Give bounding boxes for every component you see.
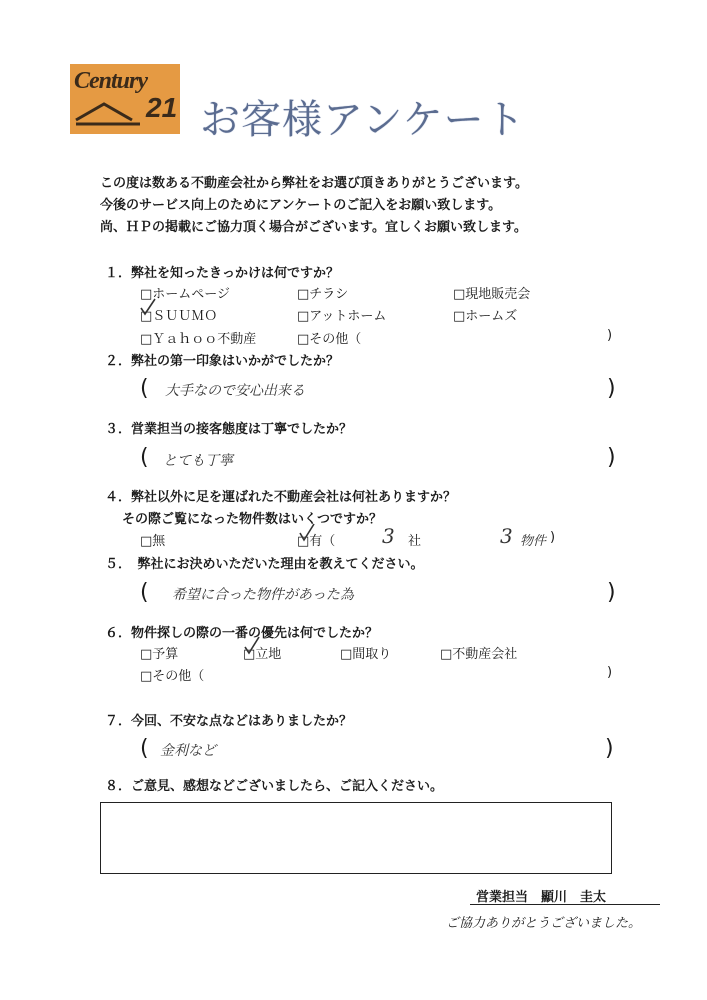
q6-option-other[interactable]: □その他（ <box>140 669 205 684</box>
q2-handwritten-answer: 大手なので安心出来る <box>165 383 305 399</box>
q1-option-other[interactable]: □その他（ <box>297 332 362 347</box>
question-3-label: ３．営業担当の接客態度は丁寧でしたか？ <box>105 422 353 437</box>
q4-option-none[interactable]: □無 <box>140 534 166 549</box>
q6-option-budget[interactable]: □予算 <box>140 647 179 662</box>
check-mark-icon <box>243 634 261 656</box>
q5-open-paren: ( <box>140 580 149 605</box>
q2-close-paren: ) <box>607 376 616 401</box>
q6-option-floorplan[interactable]: □間取り <box>340 647 392 662</box>
logo-roof-icon <box>74 98 144 128</box>
question-1-label: １．弊社を知ったきっかけは何ですか？ <box>105 266 340 281</box>
intro-line-1: この度は数ある不動産会社から弊社をお選び頂きありがとうございます。 <box>100 176 528 191</box>
signature-line <box>470 904 660 905</box>
q1-other-close-paren: ) <box>607 328 613 343</box>
q6-option-location[interactable]: □立地 <box>243 647 282 662</box>
thanks-message: ご協力ありがとうございました。 <box>446 916 642 931</box>
q1-option-yahoo[interactable]: □Ｙａｈｏｏ不動産 <box>140 332 257 347</box>
q1-option-athome[interactable]: □アットホーム <box>297 309 387 324</box>
q7-handwritten-answer: 金利など <box>160 743 216 759</box>
page-title: お客様アンケート <box>200 97 526 143</box>
question-5-label: ５． 弊社にお決めいただいた理由を教えてください。 <box>105 557 424 572</box>
q7-close-paren: ) <box>605 736 614 761</box>
q5-close-paren: ) <box>607 580 616 605</box>
q4-properties-unit: 物件 <box>520 534 547 549</box>
q3-handwritten-answer: とても丁寧 <box>163 453 233 469</box>
q3-close-paren: ) <box>607 445 616 470</box>
question-4-label: ４．弊社以外に足を運ばれた不動産会社は何社ありますか？ <box>105 490 457 505</box>
q2-open-paren: ( <box>140 376 149 401</box>
q1-option-homes[interactable]: □ホームズ <box>453 309 518 324</box>
q1-option-suumo[interactable]: □ＳＵＵＭＯ <box>140 309 218 324</box>
question-6-label: ６．物件探しの際の一番の優先は何でしたか？ <box>105 626 379 641</box>
question-2-label: ２．弊社の第一印象はいかがでしたか？ <box>105 354 340 369</box>
q3-open-paren: ( <box>140 445 149 470</box>
question-4-sublabel: その際ご覧になった物件数はいくつですか？ <box>122 512 383 527</box>
q4-option-yes[interactable]: □有（ <box>297 534 336 549</box>
comment-box[interactable] <box>100 802 612 874</box>
q7-open-paren: ( <box>140 736 149 761</box>
question-8-label: ８．ご意見、感想などございましたら、ご記入ください。 <box>105 779 444 794</box>
q4-companies-count: 3 <box>382 524 395 548</box>
q1-option-flyer[interactable]: □チラシ <box>297 287 349 302</box>
logo-brand-text: Century <box>74 68 148 94</box>
century21-logo <box>70 64 180 134</box>
q1-option-open-house[interactable]: □現地販売会 <box>453 287 531 302</box>
q1-option-homepage[interactable]: □ホームページ <box>140 287 231 302</box>
check-mark-icon <box>139 297 157 317</box>
q4-companies-unit: 社 <box>408 534 422 549</box>
q6-other-close-paren: ) <box>607 665 613 680</box>
q6-option-agency[interactable]: □不動産会社 <box>440 647 518 662</box>
q4-properties-count: 3 <box>500 524 513 548</box>
logo-number-text: 21 <box>146 92 178 123</box>
staff-signature: 営業担当 顯川 圭太 <box>476 890 607 905</box>
intro-line-2: 今後のサービス向上のためにアンケートのご記入をお願い致します。 <box>100 198 502 213</box>
q4-close-paren: ) <box>550 530 556 545</box>
check-mark-icon <box>298 521 316 543</box>
q5-handwritten-answer: 希望に合った物件があった為 <box>172 587 354 603</box>
intro-line-3: 尚、ＨＰの掲載にご協力頂く場合がございます。宜しくお願い致します。 <box>100 220 527 235</box>
question-7-label: ７．今回、不安な点などはありましたか？ <box>105 714 353 729</box>
